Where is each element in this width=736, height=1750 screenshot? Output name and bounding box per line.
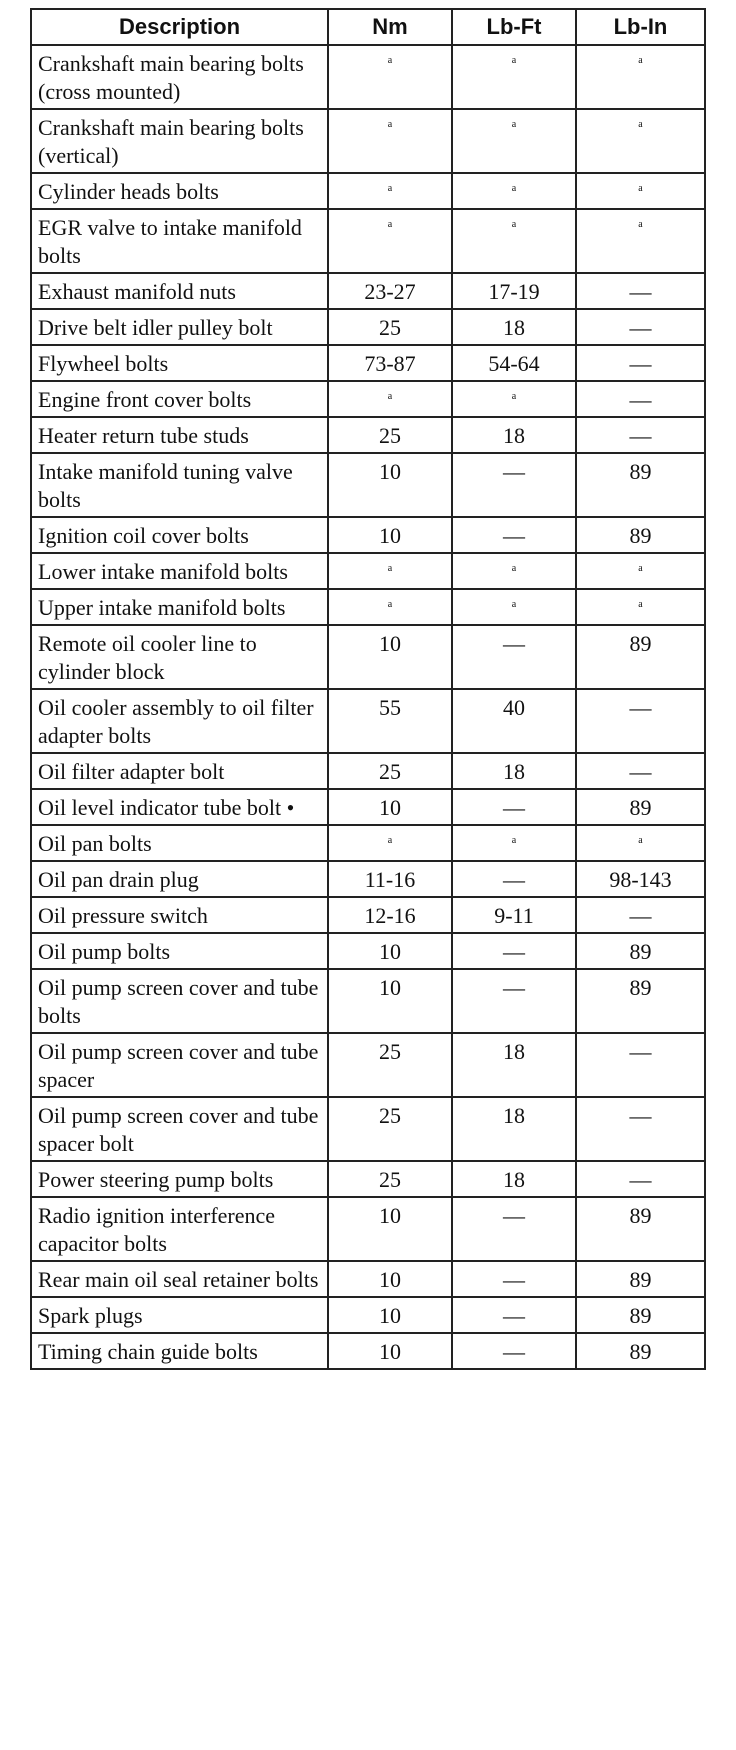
table-row [31,625,705,689]
cell-lb-ft: — [452,933,576,969]
cell-nm: 11-16 [328,861,452,897]
cell-nm: 10 [328,1297,452,1333]
cell-lb-in: 89 [576,625,705,689]
table-row [31,1033,705,1097]
table-row [31,1097,705,1161]
table-row [31,553,705,589]
cell-lb-ft: 18 [452,1161,576,1197]
table-row [31,1333,705,1369]
cell-lb-ft: a [452,825,576,861]
cell-nm: a [328,173,452,209]
cell-nm: 25 [328,1161,452,1197]
cell-nm: 25 [328,1097,452,1161]
cell-nm: a [328,209,452,273]
table-row [31,109,705,173]
cell-lb-in: — [576,753,705,789]
table-body [31,45,705,1369]
cell-nm: 25 [328,417,452,453]
cell-nm: 10 [328,1197,452,1261]
cell-lb-ft: 18 [452,1097,576,1161]
cell-lb-ft: 9-11 [452,897,576,933]
cell-lb-ft: 40 [452,689,576,753]
table-row [31,1197,705,1261]
cell-lb-in: a [576,825,705,861]
cell-lb-in: a [576,589,705,625]
table-row [31,1261,705,1297]
cell-lb-ft: a [452,109,576,173]
cell-lb-in: — [576,345,705,381]
cell-description: Flywheel bolts [31,345,328,381]
table-row [31,1297,705,1333]
cell-description: Rear main oil seal retainer bolts [31,1261,328,1297]
table-row [31,861,705,897]
table-row [31,933,705,969]
cell-description: Radio ignition interference capacitor bolts [31,1197,328,1261]
cell-lb-in: 89 [576,1197,705,1261]
table-row [31,589,705,625]
cell-nm: 10 [328,517,452,553]
cell-nm: a [328,45,452,109]
table-row [31,273,705,309]
cell-description: Timing chain guide bolts [31,1333,328,1369]
cell-lb-ft: — [452,453,576,517]
torque-spec-table [30,8,706,1370]
cell-description: Power steering pump bolts [31,1161,328,1197]
cell-lb-ft: — [452,1297,576,1333]
cell-nm: a [328,109,452,173]
cell-lb-ft: — [452,517,576,553]
table-row [31,209,705,273]
cell-description: Oil filter adapter bolt [31,753,328,789]
cell-lb-ft: a [452,209,576,273]
cell-lb-ft: a [452,173,576,209]
cell-description: Lower intake manifold bolts [31,553,328,589]
cell-lb-in: 89 [576,453,705,517]
cell-lb-ft: 18 [452,417,576,453]
cell-nm: 23-27 [328,273,452,309]
cell-description: Ignition coil cover bolts [31,517,328,553]
cell-description: Oil pan drain plug [31,861,328,897]
table-row [31,897,705,933]
cell-lb-in: — [576,381,705,417]
cell-nm: 25 [328,753,452,789]
cell-description: Oil level indicator tube bolt • [31,789,328,825]
cell-lb-ft: — [452,1197,576,1261]
cell-lb-ft: 18 [452,309,576,345]
table-row [31,753,705,789]
cell-lb-ft: — [452,861,576,897]
cell-description: Intake manifold tuning valve bolts [31,453,328,517]
cell-lb-in: — [576,273,705,309]
cell-lb-in: a [576,173,705,209]
cell-description: Exhaust manifold nuts [31,273,328,309]
cell-nm: 25 [328,309,452,345]
table-row [31,453,705,517]
cell-description: Heater return tube studs [31,417,328,453]
cell-lb-in: 89 [576,933,705,969]
cell-lb-ft: 54-64 [452,345,576,381]
table-row [31,517,705,553]
cell-lb-in: a [576,209,705,273]
cell-lb-in: — [576,1097,705,1161]
cell-nm: a [328,553,452,589]
cell-lb-in: — [576,417,705,453]
cell-description: Cylinder heads bolts [31,173,328,209]
cell-lb-in: a [576,45,705,109]
cell-lb-in: 89 [576,969,705,1033]
header-lb-ft: Lb-Ft [452,9,576,45]
cell-description: Drive belt idler pulley bolt [31,309,328,345]
cell-nm: 12-16 [328,897,452,933]
cell-description: Spark plugs [31,1297,328,1333]
table-row [31,381,705,417]
cell-lb-in: a [576,109,705,173]
cell-description: Oil pump screen cover and tube spacer [31,1033,328,1097]
cell-nm: a [328,589,452,625]
cell-nm: 10 [328,789,452,825]
header-description: Description [31,9,328,45]
cell-description: Oil pan bolts [31,825,328,861]
cell-nm: 10 [328,625,452,689]
cell-description: Crankshaft main bearing bolts (vertical) [31,109,328,173]
cell-nm: 10 [328,933,452,969]
cell-nm: 10 [328,453,452,517]
cell-nm: 10 [328,1261,452,1297]
table-row [31,45,705,109]
cell-lb-in: a [576,553,705,589]
cell-lb-in: 89 [576,1261,705,1297]
cell-lb-ft: 18 [452,753,576,789]
cell-lb-in: — [576,1161,705,1197]
cell-lb-in: 89 [576,1333,705,1369]
table-row [31,345,705,381]
cell-nm: a [328,381,452,417]
cell-lb-ft: a [452,45,576,109]
cell-lb-ft: a [452,381,576,417]
cell-lb-ft: a [452,553,576,589]
cell-lb-in: — [576,689,705,753]
cell-description: Oil pump screen cover and tube bolts [31,969,328,1033]
cell-lb-in: 89 [576,1297,705,1333]
table-row [31,969,705,1033]
header-nm: Nm [328,9,452,45]
cell-description: Upper intake manifold bolts [31,589,328,625]
cell-lb-in: — [576,309,705,345]
cell-lb-in: — [576,1033,705,1097]
cell-lb-ft: — [452,1333,576,1369]
cell-lb-ft: — [452,789,576,825]
cell-description: Crankshaft main bearing bolts (cross mounted) [31,45,328,109]
table-row [31,1161,705,1197]
table-row [31,689,705,753]
cell-nm: 10 [328,1333,452,1369]
cell-nm: 25 [328,1033,452,1097]
cell-lb-in: — [576,897,705,933]
cell-description: Oil pressure switch [31,897,328,933]
cell-nm: a [328,825,452,861]
table-row [31,825,705,861]
cell-lb-ft: — [452,1261,576,1297]
cell-lb-ft: a [452,589,576,625]
header-row [31,9,705,45]
header-lb-in: Lb-In [576,9,705,45]
cell-description: Oil cooler assembly to oil filter adapter bolts [31,689,328,753]
cell-description: Oil pump bolts [31,933,328,969]
cell-lb-in: 89 [576,517,705,553]
cell-lb-ft: 18 [452,1033,576,1097]
cell-description: Engine front cover bolts [31,381,328,417]
cell-lb-ft: — [452,625,576,689]
cell-nm: 10 [328,969,452,1033]
table-row [31,789,705,825]
table-row [31,173,705,209]
cell-description: EGR valve to intake manifold bolts [31,209,328,273]
cell-description: Oil pump screen cover and tube spacer bolt [31,1097,328,1161]
table-row [31,417,705,453]
cell-lb-in: 89 [576,789,705,825]
cell-lb-ft: — [452,969,576,1033]
cell-nm: 55 [328,689,452,753]
cell-lb-in: 98-143 [576,861,705,897]
cell-nm: 73-87 [328,345,452,381]
cell-description: Remote oil cooler line to cylinder block [31,625,328,689]
table-row [31,309,705,345]
cell-lb-ft: 17-19 [452,273,576,309]
